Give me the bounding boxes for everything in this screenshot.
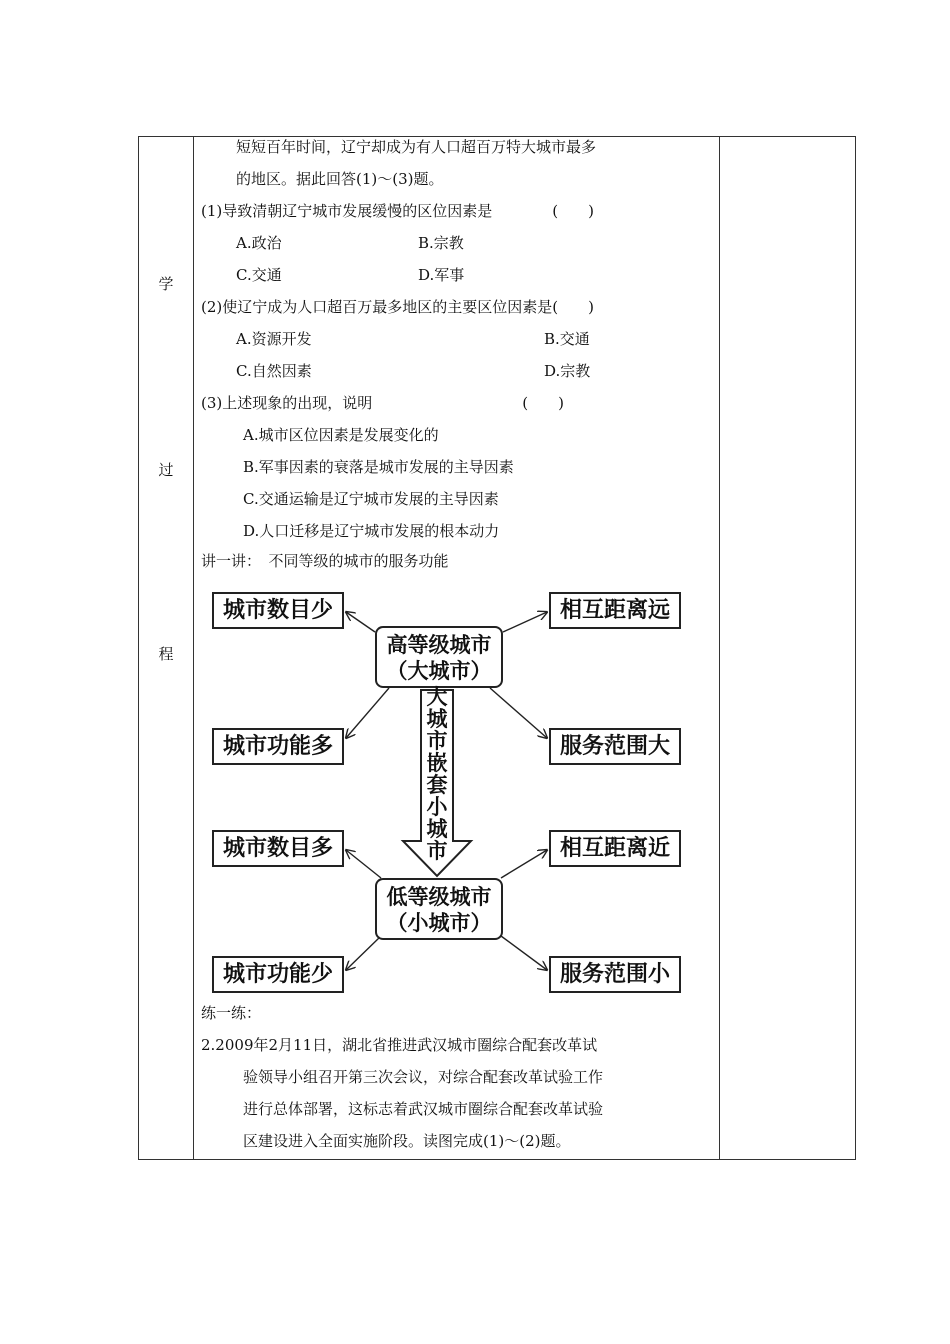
side-label-xue: 学 xyxy=(158,275,174,293)
arrow-char: 小 xyxy=(426,795,448,819)
q3-option-b: B.军事因素的衰落是城市发展的主导因素 xyxy=(243,458,514,476)
arrow-char: 市 xyxy=(426,729,448,753)
q1-option-b: B.宗教 xyxy=(418,234,464,252)
low-city-title: 低等级城市 xyxy=(386,885,492,909)
section-heading: 讲一讲： 不同等级的城市的服务功能 xyxy=(201,552,449,570)
connector-high-left-top xyxy=(346,612,375,632)
connector-low-left-top xyxy=(346,850,381,878)
intro-line-2: 的地区。据此回答(1)～(3)题。 xyxy=(236,170,444,188)
q1-option-a: A.政治 xyxy=(236,234,282,252)
practice-line-1: 2.2009年2月11日，湖北省推进武汉城市圈综合配套改革试 xyxy=(201,1036,598,1054)
q2-option-d: D.宗教 xyxy=(544,362,591,380)
column-divider-right xyxy=(719,137,720,1159)
q2-option-c: C.自然因素 xyxy=(236,362,312,380)
question-2: (2)使辽宁成为人口超百万最多地区的主要区位因素是( ) xyxy=(201,298,594,316)
nesting-arrow-text xyxy=(425,686,449,862)
low-city-more-cities: 城市数目多 xyxy=(212,830,344,867)
q3-option-c: C.交通运输是辽宁城市发展的主导因素 xyxy=(243,490,499,508)
arrow-char: 城 xyxy=(426,817,448,841)
intro-line-1: 短短百年时间，辽宁却成为有人口超百万特大城市最多 xyxy=(236,138,597,156)
question-3: (3)上述现象的出现，说明 ( ) xyxy=(201,394,564,412)
practice-line-3: 进行总体部署，这标志着武汉城市圈综合配套改革试验 xyxy=(243,1100,604,1118)
question-1: (1)导致清朝辽宁城市发展缓慢的区位因素是 ( ) xyxy=(201,202,594,220)
arrow-char: 套 xyxy=(426,773,448,797)
low-city-small-service: 服务范围小 xyxy=(549,956,681,993)
connector-low-right-top xyxy=(501,850,547,878)
q1-option-c: C.交通 xyxy=(236,266,282,284)
arrow-char: 大 xyxy=(426,685,448,709)
high-city-more-functions: 城市功能多 xyxy=(212,728,344,765)
high-city-large-service: 服务范围大 xyxy=(549,728,681,765)
high-level-city-box xyxy=(375,626,503,688)
q2-option-b: B.交通 xyxy=(544,330,590,348)
low-city-subtitle: （小城市） xyxy=(386,911,492,935)
column-divider-left xyxy=(193,137,194,1159)
low-city-fewer-functions: 城市功能少 xyxy=(212,956,344,993)
connector-low-left-bottom xyxy=(346,936,381,970)
practice-line-4: 区建设进入全面实施阶段。读图完成(1)～(2)题。 xyxy=(243,1132,571,1150)
city-hierarchy-diagram xyxy=(205,588,695,998)
low-level-city-box xyxy=(375,878,503,940)
high-city-far-distance: 相互距离远 xyxy=(549,592,681,629)
connector-low-right-bottom xyxy=(501,936,547,970)
q3-option-a: A.城市区位因素是发展变化的 xyxy=(243,426,439,444)
practice-heading: 练一练： xyxy=(201,1004,262,1022)
connector-high-right-top xyxy=(503,612,547,632)
practice-line-2: 验领导小组召开第三次会议，对综合配套改革试验工作 xyxy=(243,1068,604,1086)
q1-option-d: D.军事 xyxy=(418,266,465,284)
arrow-char: 市 xyxy=(426,839,448,863)
connector-high-right-bottom xyxy=(490,688,547,738)
high-city-title: 高等级城市 xyxy=(386,633,492,657)
q3-option-d: D.人口迁移是辽宁城市发展的根本动力 xyxy=(243,522,500,540)
connector-high-left-bottom xyxy=(346,688,389,738)
arrow-char: 嵌 xyxy=(426,751,448,775)
side-label-guo: 过 xyxy=(158,461,174,479)
q2-option-a: A.资源开发 xyxy=(236,330,312,348)
high-city-subtitle: （大城市） xyxy=(386,659,492,683)
low-city-near-distance: 相互距离近 xyxy=(549,830,681,867)
arrow-char: 城 xyxy=(426,707,448,731)
side-label-cheng: 程 xyxy=(158,645,174,663)
high-city-fewer-cities: 城市数目少 xyxy=(212,592,344,629)
